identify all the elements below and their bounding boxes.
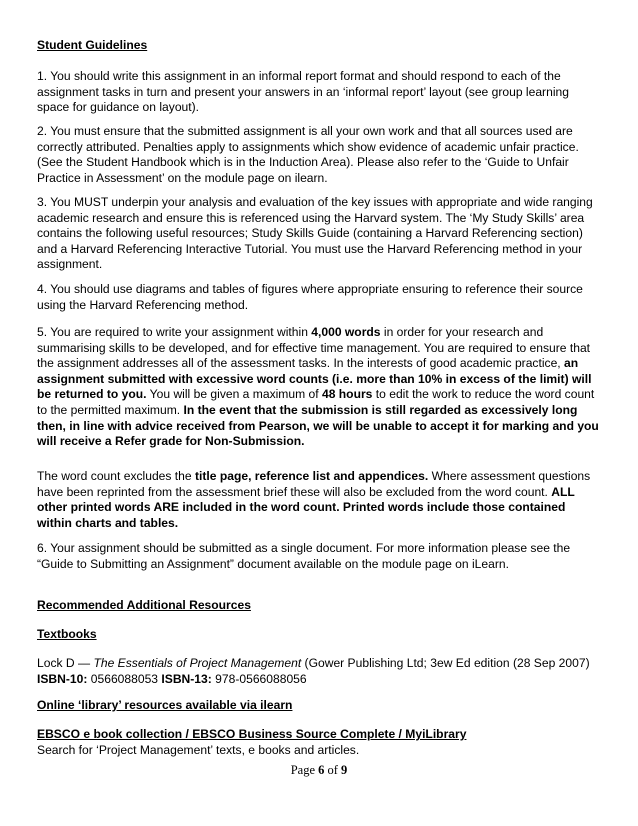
online-library-heading: Online ‘library’ resources available via ilearn	[37, 698, 293, 712]
textbook-entry	[37, 656, 603, 687]
g5-text-3: You will be given a maximum of	[146, 387, 322, 402]
guideline-4: 4. You should use diagrams and tables of figures where appropriate ensuring to reference their source using the Harvard Referencing method.	[37, 282, 583, 312]
guideline-1: 1. You should write this assignment in an informal report format and should respond to each of the assignment tasks in turn and present your answers in an ‘informal report’ layout (see group learning space for guidance on layout).	[37, 69, 569, 115]
guideline-5	[37, 325, 603, 450]
book-publisher: (Gower Publishing Ltd; 3ew Ed edition (28 Sep 2007)	[301, 656, 590, 670]
g5-text-1: 5. You are required to write your assignment within	[37, 325, 312, 339]
book-title: The Essentials of Project Management	[93, 656, 302, 670]
g5-text-4: to edit the work to reduce the word count to the permitted maximum.	[37, 387, 595, 417]
student-guidelines-heading: Student Guidelines	[37, 38, 148, 52]
resources-heading: Recommended Additional Resources	[37, 598, 251, 612]
g5-word-limit: 4,000 words	[311, 325, 381, 339]
ebsco-search-text: Search for ‘Project Management’ texts, e books and articles.	[37, 743, 360, 757]
isbn13-label: ISBN-13:	[161, 671, 212, 686]
guideline-2: 2. You must ensure that the submitted assignment is all your own work and that all sources used are correctly attributed. Penalties apply to assignments which show evidence of academic unfair practice. (See the Student Handbook which is in the Induction Area). Please also refer to the ‘Guide to Unfair Practice in Assessment’ on the module page on ilearn.	[37, 124, 579, 185]
guideline-6: 6. Your assignment should be submitted as a single document. For more information please see the “Guide to Submitting an Assignment” document available on the module page on iLearn.	[37, 541, 571, 571]
wc-text-1: The word count excludes the	[37, 469, 195, 483]
footer-of-word: of	[324, 763, 342, 777]
wc-exclusions: title page, reference list and appendices.	[194, 469, 429, 483]
g5-hours: 48 hours	[321, 387, 373, 402]
isbn10-label: ISBN-10:	[37, 671, 88, 686]
current-page-number: 6	[318, 763, 325, 777]
wc-text-2: Where assessment questions have been reprinted from the assessment brief these will also be excluded from the word count.	[37, 469, 591, 499]
word-count-note	[37, 469, 603, 531]
g5-excess-warning: an assignment submitted with excessive word counts (i.e. more than 10% in excess of the limit) will be returned to you.	[37, 356, 592, 402]
page-footer	[0, 763, 638, 779]
isbn10-value: 0566088053	[87, 671, 162, 686]
guideline-3: 3. You MUST underpin your analysis and evaluation of the key issues with appropriate and wide ranging academic research and ensure this is referenced using the Harvard system. The ‘My Study Skills’ area contains the following useful resources; Study Skills Guide (containing a Harvard Referencing section) and a Harvard Referencing Interactive Tutorial. You must use the Harvard Referencing method in your assignment.	[37, 195, 593, 272]
ebsco-heading: EBSCO e book collection / EBSCO Business Source Complete / MyiLibrary	[37, 727, 467, 741]
book-author: Lock D —	[37, 656, 94, 670]
g5-refer-warning: In the event that the submission is still regarded as excessively long then, in line with advice received from Pearson, we will be unable to accept it for marking and you will receive a Refer grade for Non-Submission.	[37, 402, 599, 449]
isbn13-value: 978-0566088056	[211, 671, 307, 686]
footer-page-word: Page	[290, 763, 319, 777]
g5-text-2: in order for your research and summarising skills to be developed, and for effective time management. You are required to ensure that the assignment addresses all of the assessment tasks. In the interests of good academic practice,	[37, 325, 591, 371]
total-page-count: 9	[341, 763, 348, 777]
textbooks-heading: Textbooks	[37, 627, 97, 641]
wc-inclusions: ALL other printed words ARE included in the word count. Printed words include those contained within charts and tables.	[37, 484, 575, 530]
